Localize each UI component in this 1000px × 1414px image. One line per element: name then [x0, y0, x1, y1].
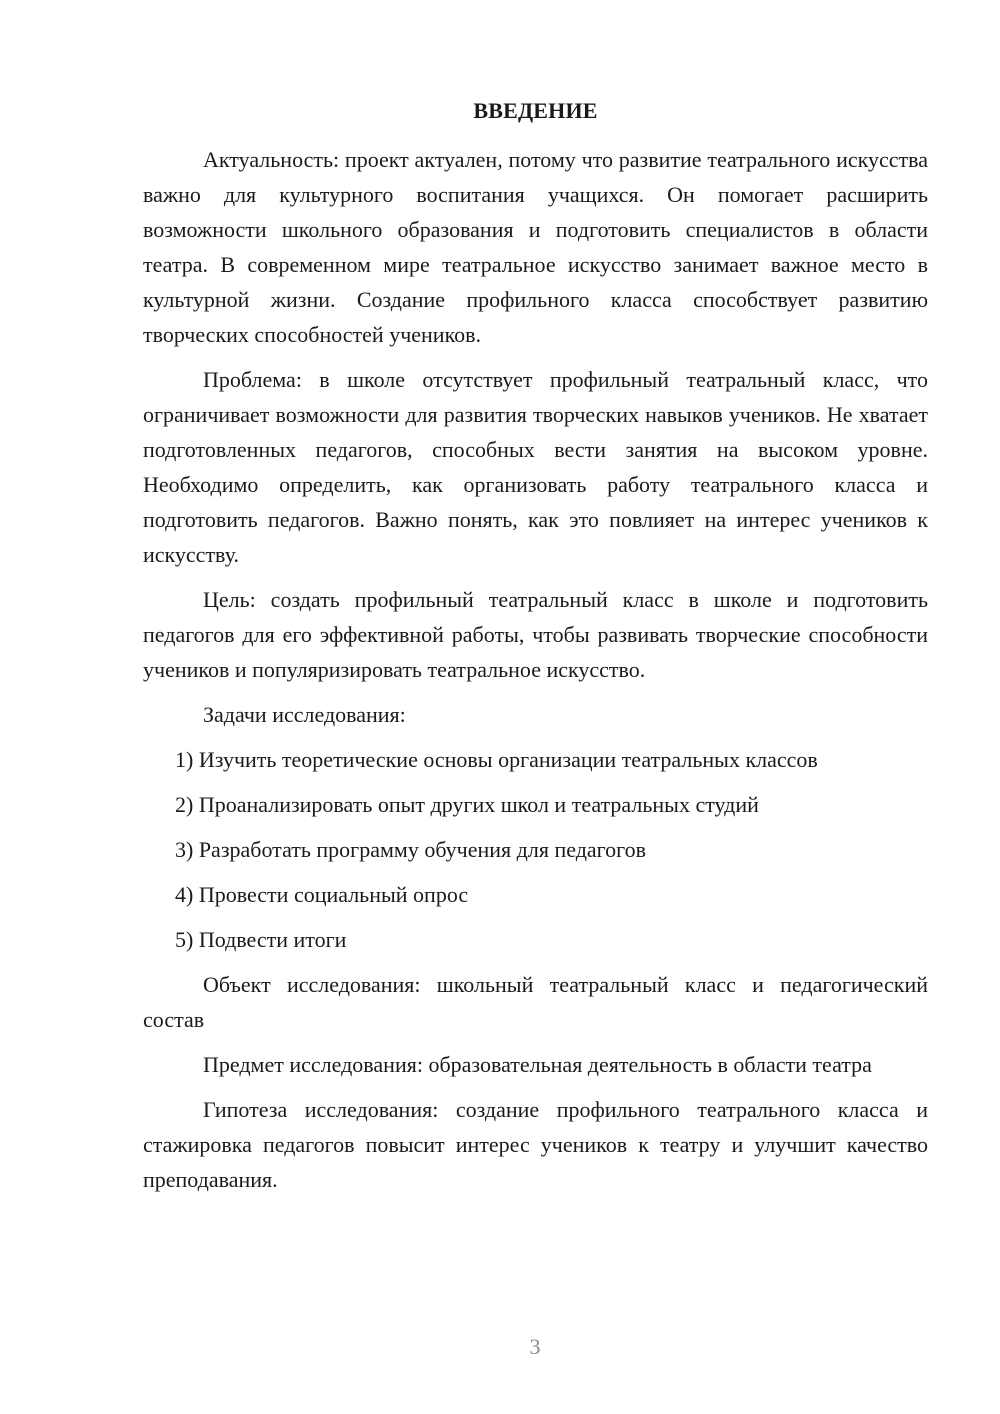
paragraph-hypothesis: Гипотеза исследования: создание профильного театрального класса и стажировка педагогов повысит интерес учеников к театру и улучшит качество преподавания. [143, 1097, 928, 1192]
paragraph-object: Объект исследования: школьный театральный класс и педагогический состав [143, 972, 928, 1032]
task-list [143, 742, 928, 957]
task-item: 4) Провести социальный опрос [175, 882, 469, 907]
task-item: 5) Подвести итоги [175, 927, 347, 952]
paragraph-subject: Предмет исследования: образовательная деятельность в области театра [203, 1052, 872, 1077]
page-number: 3 [529, 1334, 541, 1359]
task-item: 2) Проанализировать опыт других школ и театральных студий [175, 792, 759, 817]
page-content [143, 93, 928, 1207]
paragraph-goal: Цель: создать профильный театральный класс в школе и подготовить педагогов для его эффективной работы, чтобы развивать творческие способности учеников и популяризировать театральное искусство. [143, 587, 928, 682]
tasks-heading: Задачи исследования: [203, 702, 406, 727]
paragraph-relevance: Актуальность: проект актуален, потому что развитие театрального искусства важно для культурного воспитания учащихся. Он помогает расширить возможности школьного образования и подготовить специалистов в области театра. В современном мире театральное искусство занимает важное место в культурной жизни. Создание профильного класса способствует развитию творческих способностей учеников. [143, 147, 928, 347]
task-item: 3) Разработать программу обучения для педагогов [175, 837, 647, 862]
section-title: ВВЕДЕНИЕ [473, 98, 598, 123]
task-item: 1) Изучить теоретические основы организации театральных классов [175, 747, 818, 772]
paragraph-problem: Проблема: в школе отсутствует профильный театральный класс, что ограничивает возможности для развития творческих навыков учеников. Не хватает подготовленных педагогов, способных вести занятия на высоком уровне. Необходимо определить, как организовать работу театрального класса и подготовить педагогов. Важно понять, как это повлияет на интерес учеников к искусству. [143, 367, 928, 567]
